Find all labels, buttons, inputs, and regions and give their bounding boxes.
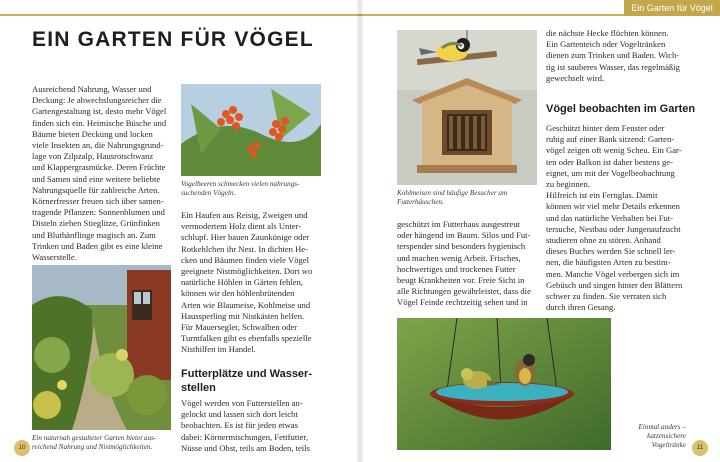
bird-feeder-photo [397, 30, 537, 185]
header-rule [0, 14, 660, 16]
subheading-feeding: Futterplätze und Wasser- stellen [181, 368, 312, 394]
feeder-caption: Kohlmeisen sind häufige Besucher am Futterhäuschen. [397, 189, 508, 207]
right-col2-text-top: die nächste Hecke flüchten können. Ein Gartenteich oder Vogeltränken dienen zum Trinken und Baden. Wich- tig ist sauberes Wasser, das regelmäßig gewechselt wird. [546, 28, 680, 83]
page-title: EIN GARTEN FÜR VÖGEL [32, 28, 314, 51]
left-col2-text: Ein Haufen aus Reisig, Zweigen und vermodertem Holz dient als Unter- schlupf. Hier bauen Zaunkönige oder Rotkehlchen ihr Nest. In dichten He- cken und Bäumen finden viele Vögel geeignete Nistmöglichkeiten. Dort wo natürliche Höhlen in Gärten fehlen, können wir den höhlenbrütenden Arten wie Blaumeise, Kohlmeise und Haussperling mit Nistkästen helfen. Für Mauersegler, Schwalben oder Turmfalken gibt es ebenfalls spezielle Nisthilfen im Handel. [181, 210, 313, 355]
page-number-right: 11 [692, 440, 708, 456]
subheading-observing: Vögel beobachten im Garten [546, 103, 696, 115]
left-col1-text: Ausreichend Nahrung, Wasser und Deckung: Je abwechslungsreicher die Gartengestaltung ist, desto mehr Vögel finden sich ein. Heimische Büsche und Bäume bieten Deckung und locken viele Insekten an, die Nahrungsgrund- lage von Zilpzalp, Hausrotschwanz und Klappergrasmücke. Deren Früchte und Samen sind eine weitere beliebte Nahrungsquelle für zahlreiche Arten. Körnerfresser freuen sich über samen- tragende Pflanzen: Sonnenblumen und Disteln ziehen Stieglitze, Grünfinken und Bluthänflinge magisch an. Zum Trinken und Baden gibt es eine kleine Wasserstelle. [32, 84, 167, 263]
berries-caption: Vogelbeeren schmecken vielen nahrungs- suchenden Vögeln. [181, 180, 300, 198]
bird-bath-photo [397, 318, 611, 450]
right-col1-text: geschützt im Futterhaus ausgestreut oder hängend im Baum. Silos und Fut- terspender sind besonders hygienisch und machen wenig Arbeit. Frisches, hochwertiges und trockenes Futter beugt Krankheiten vor. Freie Sicht in alle Richtungen gewährleistet, dass die Vögel Feinde rechtzeitig sehen und in [397, 219, 531, 308]
left-col2-text-b: Vögel werden von Futterstellen an- gelockt und lassen sich dort leicht beobachten. Es ist für jeden etwas dabei: Körnermischungen, Fettfutter, Nüsse und Obst, teils am Boden, teils [181, 398, 310, 453]
page-number-left: 10 [14, 440, 30, 456]
rowan-berries-photo [181, 84, 321, 176]
garden-caption: Ein naturnah gestalteter Garten bietet aus- reichend Nahrung und Nistmöglichkeiten. [32, 434, 157, 452]
section-tab: Ein Garten für Vögel [624, 0, 720, 16]
garden-photo [32, 265, 171, 430]
book-spine [357, 0, 363, 462]
bath-caption: Einmal anders – katzensichere Vogeltränke [638, 423, 686, 450]
right-col2-text: Geschützt hinter dem Fenster oder ruhig auf einer Bank sitzend: Garten- vögel zeigen oft wenig Scheu. Ein Gar- ten oder Balkon ist daher bestens ge- eignet, um mit der Vogelbeobachtung zu beginnen. Hilfreich ist ein Fernglas. Damit können wir viel mehr Details erkennen und das natürliche Verhalten bei Fut- tersuche, Nestbau oder Jungenaufzucht studieren ohne zu stören. Anhand dieses Buches werden Sie schnell ler- nen, die häufigsten Arten zu bestim- men. Manche Vögel verbergen sich im Gebüsch und singen hinter den Blättern schwer zu finden. Sie verraten sich durch ihren Gesang. [546, 123, 683, 313]
